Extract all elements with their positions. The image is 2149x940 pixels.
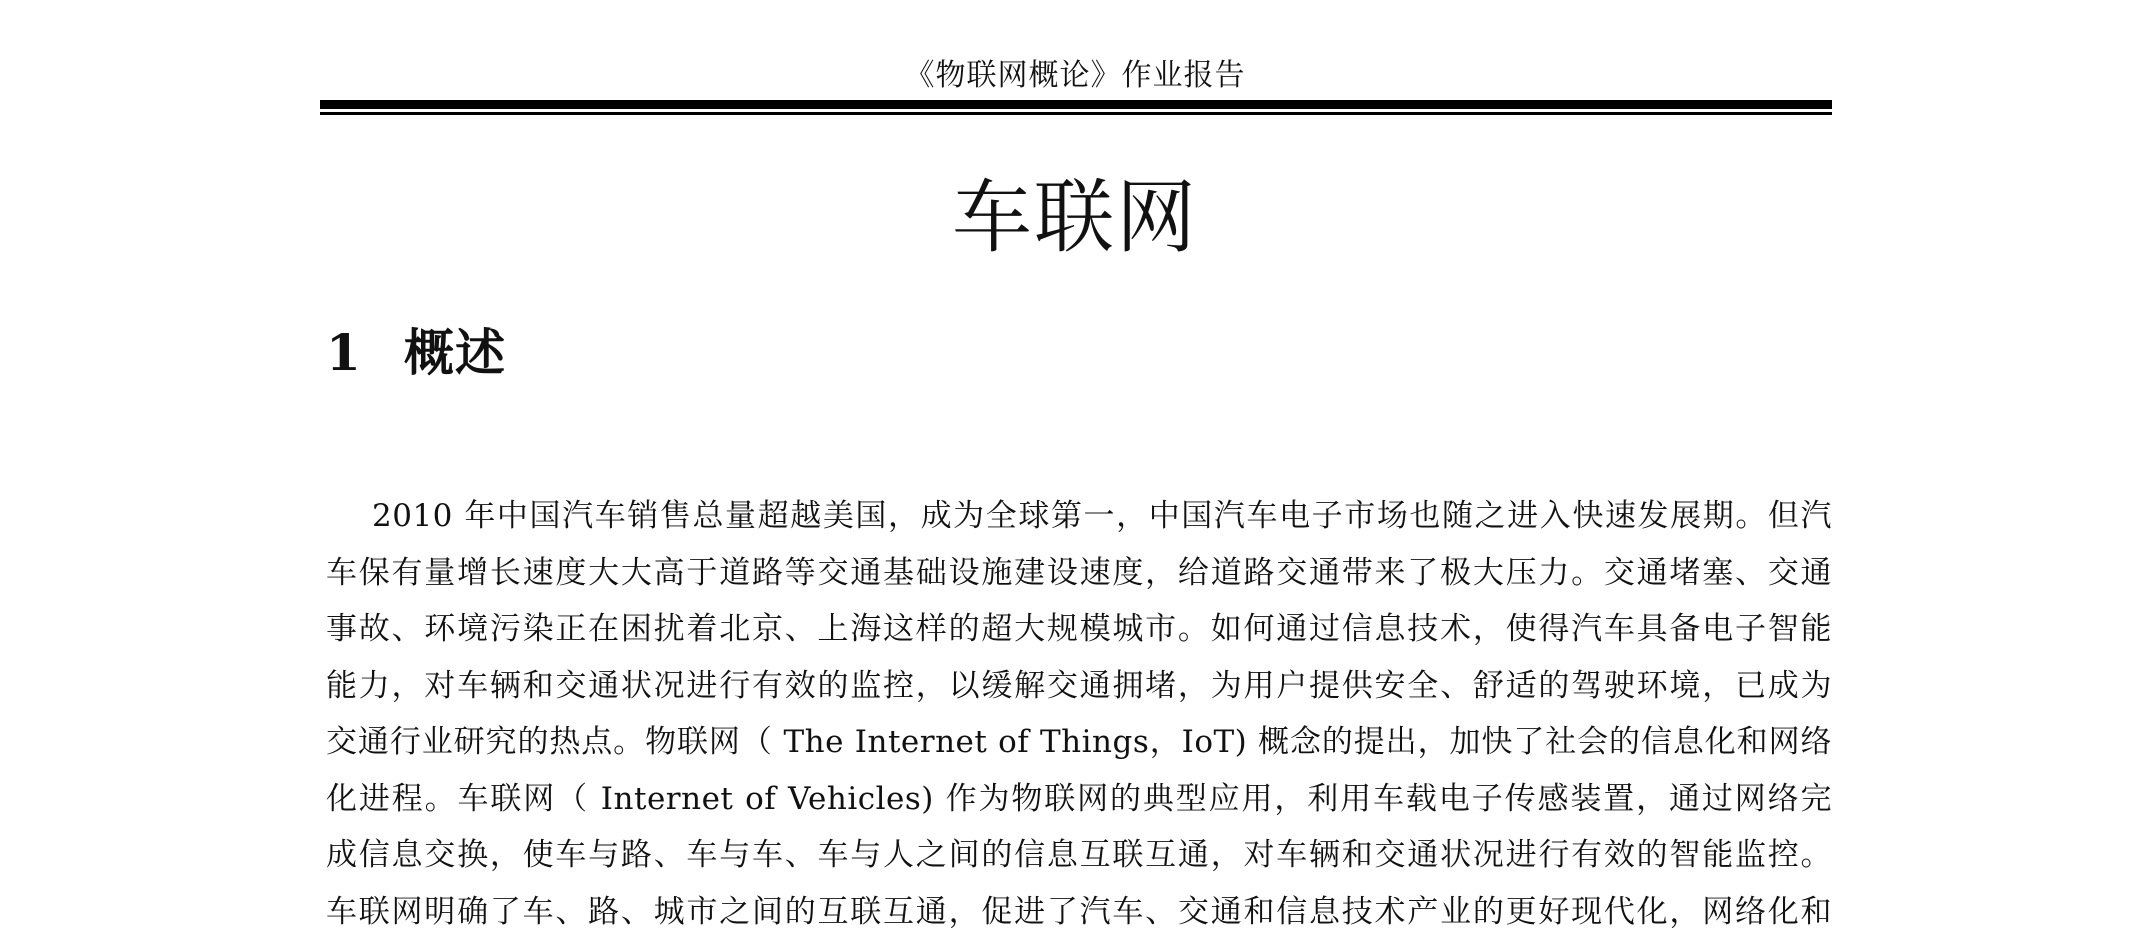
running-header: 《物联网概论》作业报告: [320, 56, 1830, 96]
section-title: 概述: [404, 318, 506, 388]
section-heading: [326, 318, 506, 388]
paragraph-line: 成信息交换，使车与路、车与车、车与人之间的信息互联互通，对车辆和交通状况进行有效的智能监控。: [326, 827, 1832, 884]
header-rule-thick: [320, 100, 1832, 109]
paragraph-line: 化进程。车联网（ Internet of Vehicles) 作为物联网的典型应用，利用车载电子传感装置，通过网络完: [326, 771, 1832, 828]
body-paragraph: [326, 488, 1832, 940]
header-rule-thin: [320, 112, 1832, 115]
document-title: 车联网: [320, 168, 1830, 268]
paragraph-line: 能力，对车辆和交通状况进行有效的监控，以缓解交通拥堵，为用户提供安全、舒适的驾驶环境，已成为: [326, 658, 1832, 715]
paragraph-line: 2010 年中国汽车销售总量超越美国，成为全球第一，中国汽车电子市场也随之进入快速发展期。但汽: [326, 488, 1832, 545]
paragraph-line: 事故、环境污染正在困扰着北京、上海这样的超大规模城市。如何通过信息技术，使得汽车具备电子智能: [326, 601, 1832, 658]
paragraph-line: 交通行业研究的热点。物联网（ The Internet of Things，IoT) 概念的提出，加快了社会的信息化和网络: [326, 714, 1832, 771]
paragraph-line: 车联网明确了车、路、城市之间的互联互通，促进了汽车、交通和信息技术产业的更好现代化，网络化和: [326, 884, 1832, 940]
paragraph-line: 车保有量增长速度大大高于道路等交通基础设施建设速度，给道路交通带来了极大压力。交通堵塞、交通: [326, 545, 1832, 602]
section-number: 1: [326, 318, 404, 388]
